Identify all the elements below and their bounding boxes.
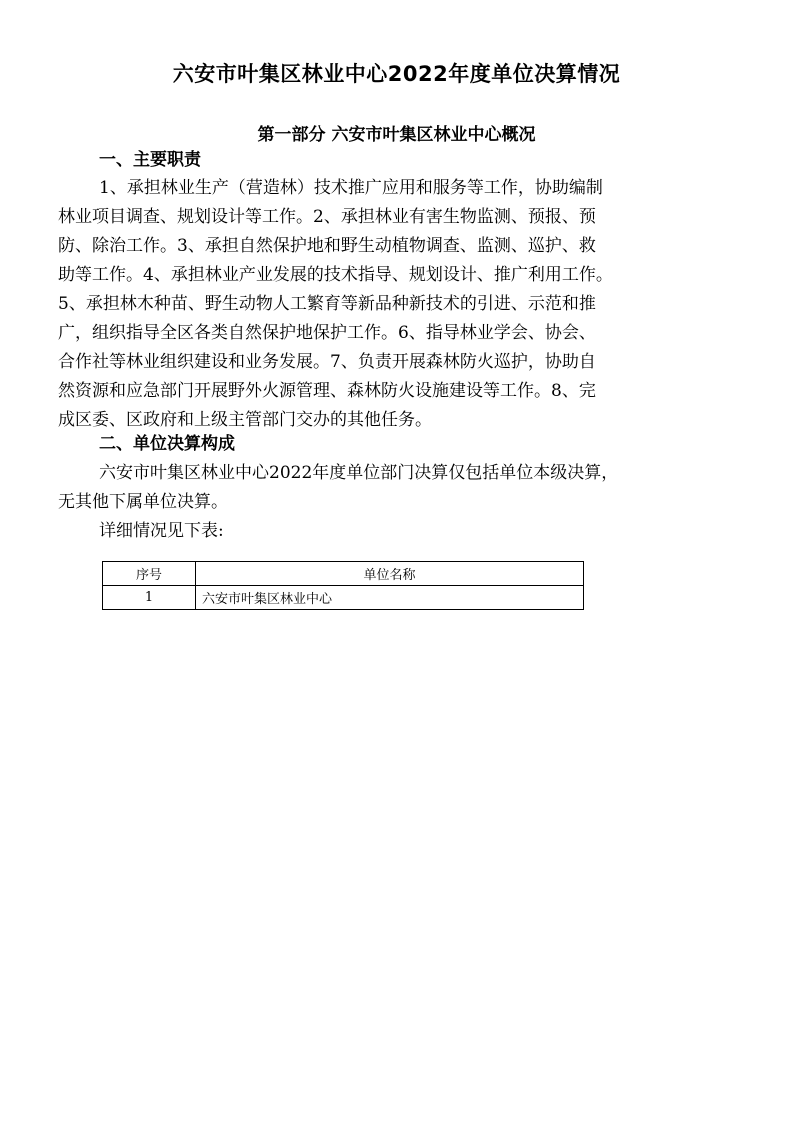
composition-line: 无其他下属单位决算。	[58, 492, 228, 512]
composition-line: 六安市叶集区林业中心2022年度单位部门决算仅包括单位本级决算，	[99, 463, 619, 483]
header-cell-number: 序号	[103, 562, 196, 586]
duties-line: 5、承担林木种苗、野生动物人工繁育等新品种新技术的引进、示范和推	[58, 294, 596, 314]
duties-line: 防、除治工作。3、承担自然保护地和野生动植物调查、监测、巡护、救	[58, 236, 596, 256]
units-table	[102, 561, 584, 610]
table-row	[103, 586, 584, 610]
section-heading-composition: 二、单位决算构成	[99, 434, 235, 454]
duties-line: 助等工作。4、承担林业产业发展的技术指导、规划设计、推广利用工作。	[58, 265, 613, 285]
duties-line: 广，组织指导全区各类自然保护地保护工作。6、指导林业学会、协会、	[58, 323, 596, 343]
duties-line: 成区委、区政府和上级主管部门交办的其他任务。	[58, 410, 432, 430]
part-title: 第一部分 六安市叶集区林业中心概况	[257, 125, 536, 145]
duties-line: 合作社等林业组织建设和业务发展。7、负责开展森林防火巡护，协助自	[58, 352, 596, 372]
duties-line: 1、承担林业生产（营造林）技术推广应用和服务等工作，协助编制	[99, 178, 603, 198]
table-header-row	[103, 562, 584, 586]
header-cell-unit-name: 单位名称	[196, 562, 584, 586]
duties-line: 林业项目调查、规划设计等工作。2、承担林业有害生物监测、预报、预	[58, 207, 596, 227]
section-heading-duties: 一、主要职责	[99, 150, 201, 170]
duties-line: 然资源和应急部门开展野外火源管理、森林防火设施建设等工作。8、完	[58, 381, 596, 401]
cell-number: 1	[103, 586, 196, 610]
detail-note: 详细情况见下表:	[99, 521, 224, 541]
document-title: 六安市叶集区林业中心2022年度单位决算情况	[172, 62, 621, 86]
cell-unit-name: 六安市叶集区林业中心	[196, 586, 584, 610]
